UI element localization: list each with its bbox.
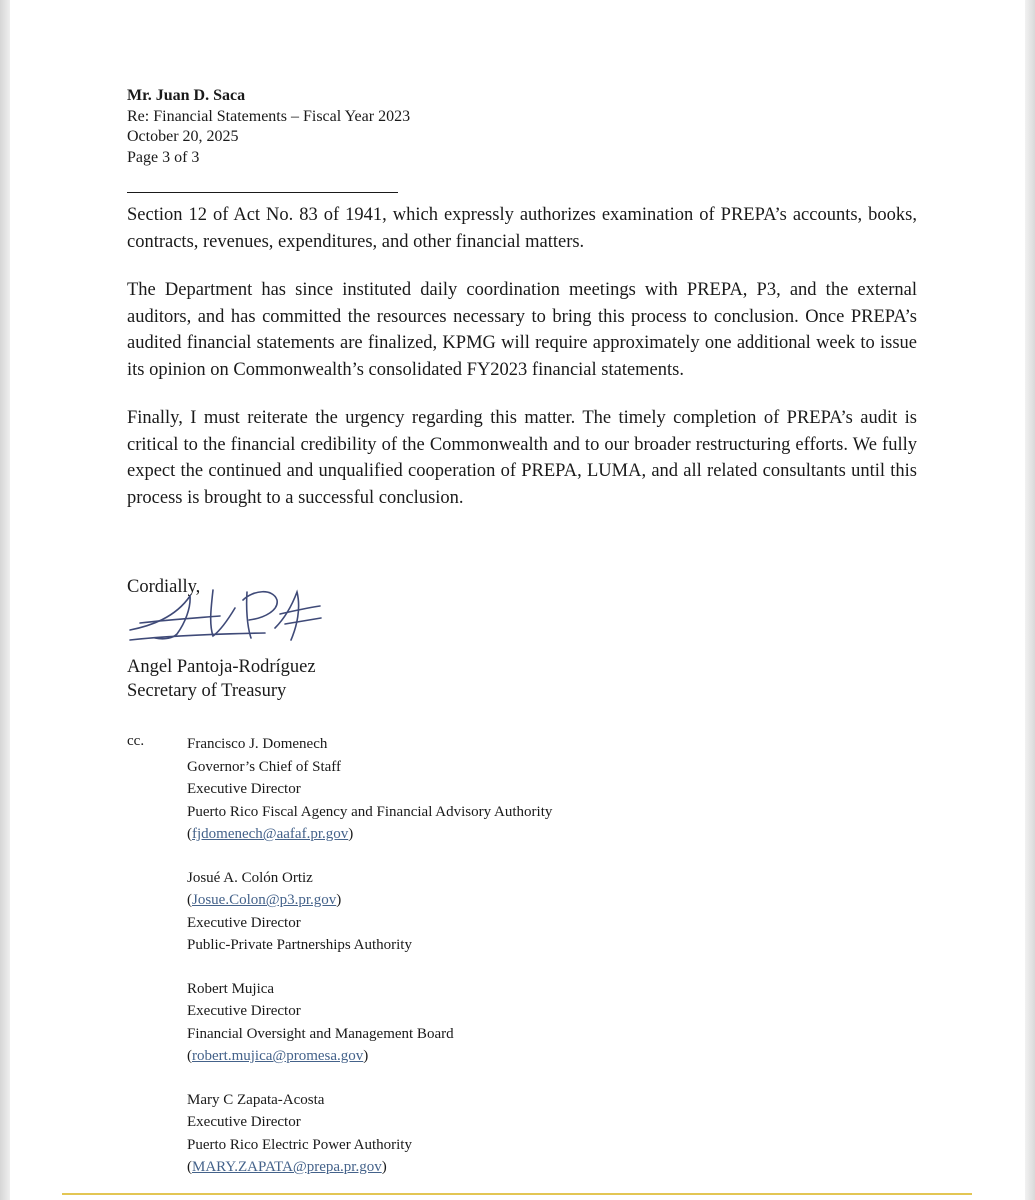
letter-date: October 20, 2025 [127, 128, 239, 145]
cc-recipient [187, 978, 552, 1068]
letter-header [127, 86, 410, 193]
email-link[interactable]: MARY.ZAPATA@prepa.pr.gov [192, 1159, 382, 1175]
cc-line: Robert Mujica [187, 980, 275, 997]
paragraph: Finally, I must reiterate the urgency regarding this matter. The timely completion of PREPA’s audit is critical to the financial credibility of the Commonwealth and to our broader restructuring efforts. We fully expect the continued and unqualified cooperation of PREPA, LUMA, and all related consultants until this process is brought to a successful conclusion. [127, 408, 917, 508]
header-divider [127, 178, 398, 193]
signer-name: Angel Pantoja-Rodríguez [127, 657, 316, 677]
footer-rule [62, 1193, 972, 1195]
cc-recipient [187, 733, 552, 846]
cc-line: Executive Director [187, 781, 301, 797]
cc-line: Public-Private Partnerships Authority [187, 937, 412, 953]
closing-salutation: Cordially, [127, 577, 201, 597]
recipient-name: Mr. Juan D. Saca [127, 87, 246, 104]
cc-list [187, 733, 552, 1200]
cc-line: Mary C Zapata-Acosta [187, 1091, 325, 1108]
page-edge-right [1025, 0, 1035, 1200]
paren: ) [348, 826, 354, 842]
paren: ) [336, 892, 342, 908]
cc-email-line [187, 1045, 552, 1068]
signer-title: Secretary of Treasury [127, 681, 287, 701]
letter-body [127, 202, 917, 533]
cc-line: Executive Director [187, 1003, 301, 1019]
paren: ( [187, 1048, 192, 1064]
handwritten-signature [125, 578, 325, 648]
email-link[interactable]: Josue.Colon@p3.pr.gov [192, 892, 337, 908]
email-link[interactable]: robert.mujica@promesa.gov [192, 1048, 364, 1064]
letter-page [10, 0, 1025, 1200]
cc-label: cc. [127, 733, 145, 749]
cc-line: Francisco J. Domenech [187, 736, 328, 752]
page-number: Page 3 of 3 [127, 148, 200, 166]
cc-email-line [187, 1156, 552, 1179]
paragraph: Section 12 of Act No. 83 of 1941, which expressly authorizes examination of PREPA’s accounts, books, contracts, revenues, expenditures, and other financial matters. [127, 205, 917, 252]
cc-recipient [187, 867, 552, 957]
cc-line: Josué A. Colón Ortiz [187, 869, 313, 886]
paren: ( [187, 892, 192, 908]
cc-line: Puerto Rico Electric Power Authority [187, 1136, 412, 1153]
signer-block [127, 655, 316, 703]
paren: ( [187, 1159, 192, 1175]
paragraph: The Department has since instituted daily coordination meetings with PREPA, P3, and the external auditors, and has committed the resources necessary to bring this process to conclusion. Once PREPA’s audited financial statements are finalized, KPMG will require approximately one additional week to issue its opinion on Commonwealth’s consolidated FY2023 financial statements. [127, 280, 917, 380]
paren: ) [363, 1048, 369, 1064]
cc-line: Executive Director [187, 914, 301, 931]
cc-line: Financial Oversight and Management Board [187, 1025, 454, 1042]
cc-line: Puerto Rico Fiscal Agency and Financial Advisory Authority [187, 803, 553, 820]
email-link[interactable]: fjdomenech@aafaf.pr.gov [192, 826, 349, 842]
cc-email-line [187, 823, 552, 846]
cc-line: Governor’s Chief of Staff [187, 758, 341, 775]
paren: ( [187, 826, 192, 842]
cc-email-line [187, 889, 552, 912]
subject-line: Re: Financial Statements – Fiscal Year 2023 [127, 107, 411, 125]
paren: ) [381, 1159, 387, 1175]
page-edge-left [0, 0, 10, 1200]
cc-recipient [187, 1089, 552, 1179]
cc-line: Executive Director [187, 1114, 301, 1130]
